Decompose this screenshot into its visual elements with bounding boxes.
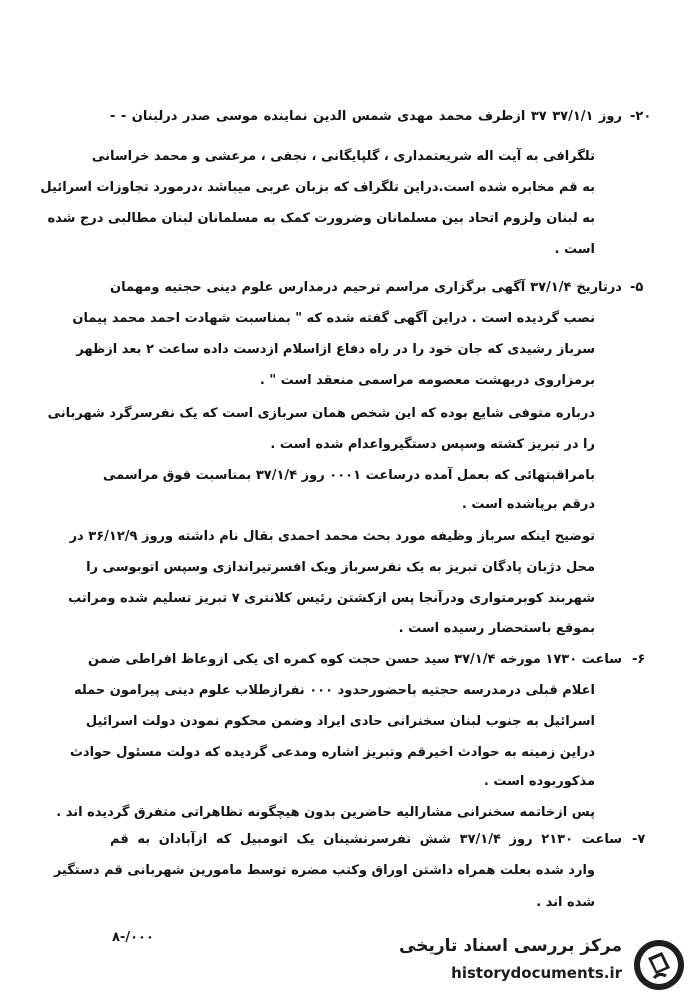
- entry-number: -۵: [630, 280, 644, 295]
- text-line: بامراقبتهائی که بعمل آمده درساعت ۰۰۰۱ روز ۳۷/۱/۴ بمناسبت فوق مراسمی: [103, 468, 595, 483]
- text-line: سرباز رشیدی که جان خود را در راه دفاع ازاسلام ازدست داده ساعت ۲ بعد ازظهر: [76, 342, 595, 357]
- text-line: شهربند کوبرمتواری ودرآنجا پس ازکشتن رئیس کلانتری ۷ تبریز تسلیم شده ومراتب: [68, 591, 595, 606]
- watermark-title: مرکز بررسی اسناد تاریخی: [399, 936, 622, 956]
- text-line: توضیح اینکه سرباز وظیفه مورد بحث محمد احمدی بقال نام داشته وروز ۳۶/۱۲/۹ در: [69, 529, 595, 544]
- text-line: شده اند .: [536, 895, 595, 910]
- text-line: ساعت ۱۷۳۰ مورخه ۳۷/۱/۴ سید حسن حجت کوه کمره ای یکی ازوعاظ افراطی ضمن: [87, 652, 622, 667]
- text-line: به قم مخابره شده است.دراین تلگراف که بزبان عربی میباشد ،درمورد تجاوزات اسرائیل: [40, 180, 595, 195]
- entry-number: -۶: [632, 652, 646, 667]
- text-line: درقم برپاشده است .: [461, 497, 595, 512]
- text-line: اعلام قبلی درمدرسه حجتیه باحضورحدود ۰۰۰ نفرازطلاب علوم دینی پیرامون حمله: [73, 683, 595, 698]
- text-line: دراین زمینه به حوادث اخیرقم وتبریز اشاره ومدعی گردیده که دولت مسئول حوادث: [69, 745, 595, 760]
- text-line: تلگرافی به آیت اله شریعتمداری ، گلپایگانی ، نجفی ، مرعشی و محمد خراسانی: [91, 149, 595, 164]
- text-line: درتاریخ ۳۷/۱/۴ آگهی برگزاری مراسم ترحیم درمدارس علوم دینی حجتیه ومهمان: [110, 280, 622, 295]
- watermark-url: historydocuments.ir: [451, 964, 622, 982]
- text-line: بموقع باستحضار رسیده است .: [398, 621, 595, 636]
- text-line: روز ۳۷/۱/۱ ۳۷ ازطرف محمد مهدی شمس الدین نماینده موسی صدر درلبنان - -: [110, 109, 622, 124]
- text-line: پس ازخاتمه سخنرانی مشارالیه حاضرین بدون هیچگونه تظاهراتی متفرق گردیده اند .: [56, 805, 595, 820]
- text-line: اسرائیل به جنوب لبنان سخنرانی حادی ایراد وضمن محکوم نمودن دولت اسرائیل: [85, 714, 595, 729]
- text-line: است .: [554, 242, 595, 257]
- text-line: به لبنان ولزوم اتحاد بین مسلمانان وضرورت کمک به مسلمانان لبنان مطالبی درج شده: [47, 211, 595, 226]
- text-line: وارد شده بعلت همراه داشتن اوراق وکتب مضره توسط مامورین شهربانی قم دستگیر: [53, 863, 595, 878]
- text-line: درباره متوفی شایع بوده که این شخص همان سربازی است که یک نفرسرگرد شهربانی: [47, 406, 595, 421]
- entry-number: -۷: [632, 832, 646, 847]
- entry-number: -۲۰: [630, 109, 652, 124]
- text-line: مذکوربوده است .: [483, 774, 595, 789]
- watermark: [399, 936, 692, 996]
- page-number: ۸-/۰۰۰: [112, 930, 154, 945]
- text-line: محل دژبان پادگان تبریز به یک نفرسرباز ویک افسرتیراندازی وسپس اتوبوسی را: [86, 560, 595, 575]
- text-line: ساعت ۲۱۳۰ روز ۳۷/۱/۴ شش نفرسرنشینان یک اتومبیل که ازآبادان به قم: [110, 832, 622, 847]
- text-line: برمزاروی دربهشت معصومه مراسمی منعقد است " .: [259, 373, 595, 388]
- text-line: را در تبریز کشته وسپس دستگیرواعدام شده است .: [270, 437, 595, 452]
- document-center-logo-icon: [632, 938, 686, 992]
- text-line: نصب گردیده است . دراین آگهی گفته شده که " بمناسبت شهادت احمد محمد پیمان: [72, 311, 595, 326]
